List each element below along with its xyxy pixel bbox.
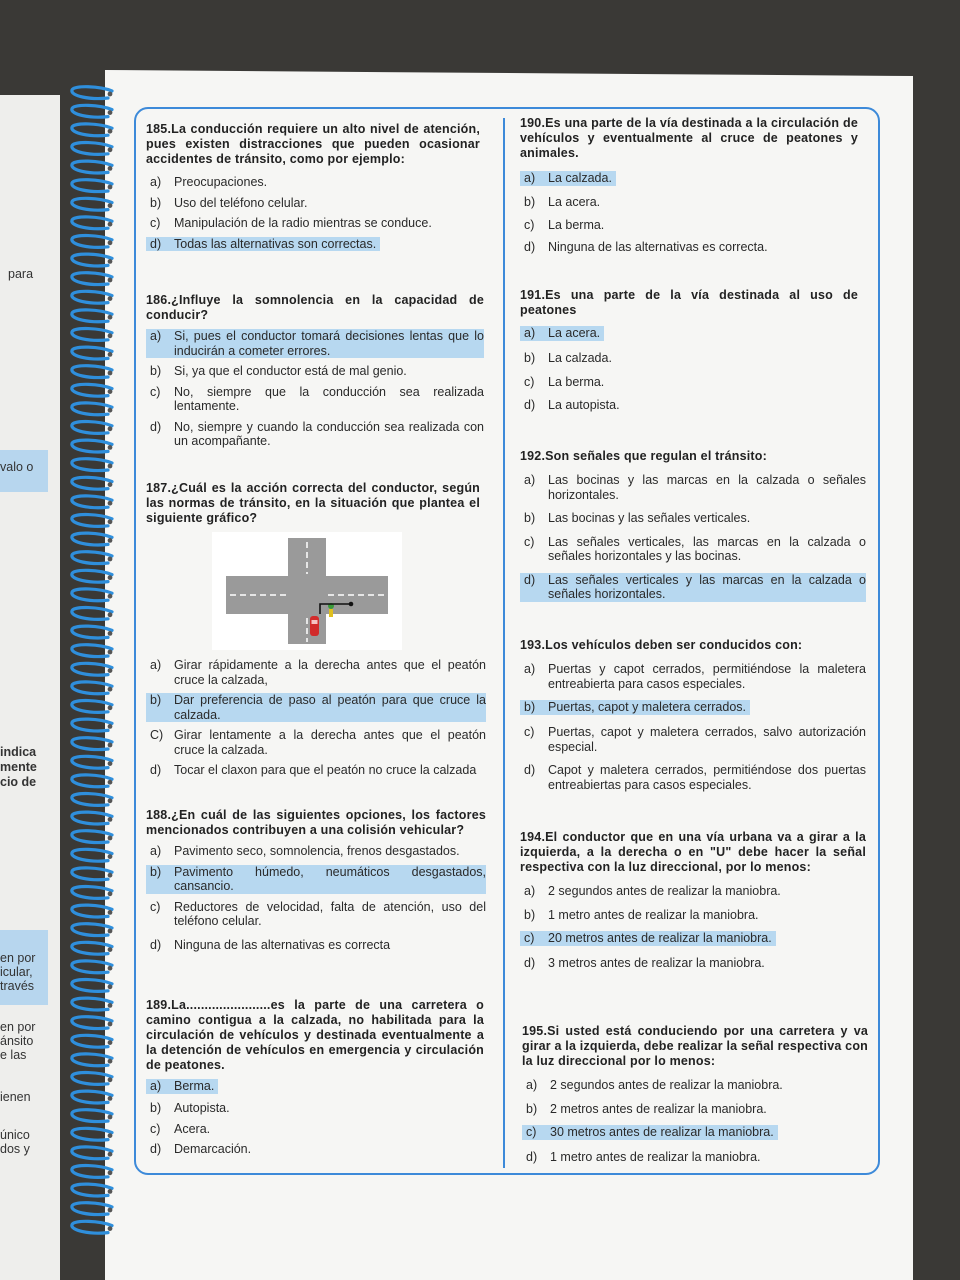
punch-hole — [108, 612, 113, 617]
spiral-coil — [72, 1073, 112, 1085]
option-a: a) Puertas y capot cerrados, permitiéndose la maletera entreabierta para casos especiales. — [524, 662, 866, 691]
spiral-coil — [72, 645, 112, 657]
punch-hole — [108, 1077, 113, 1082]
option-c: c) Las señales verticales, las marcas en la calzada o señales horizontales y las bocinas. — [524, 534, 866, 563]
option-b: b) Las bocinas y las señales verticales. — [524, 511, 751, 525]
question-193 — [520, 638, 866, 792]
spiral-coil — [72, 161, 112, 173]
option-a: a) 2 segundos antes de realizar la maniobra. — [524, 884, 781, 898]
left-fragment: ienen — [0, 1090, 31, 1104]
spiral-coil — [72, 1166, 112, 1178]
option-b: b) La calzada. — [524, 351, 612, 365]
punch-hole — [108, 538, 113, 543]
punch-hole — [108, 836, 113, 841]
spiral-coil — [72, 812, 112, 824]
left-fragment: e las — [0, 1048, 27, 1062]
punch-hole — [108, 557, 113, 562]
question-text: 186.¿Influye la somnolencia en la capacidad de conducir? — [146, 293, 484, 322]
spiral-coil — [72, 366, 112, 378]
option-b: b) Uso del teléfono celular. — [150, 195, 308, 210]
left-fragment: ánsito — [0, 1034, 34, 1048]
punch-hole — [108, 259, 113, 264]
spiral-coil — [72, 143, 112, 155]
option-b-correct: b) Puertas, capot y maletera cerrados. — [520, 700, 750, 715]
question-text: 188.¿En cuál de las siguientes opciones, los factores mencionados contribuyen a una colisión vehicular? — [146, 808, 486, 837]
spiral-coil — [72, 1091, 112, 1103]
punch-hole — [108, 594, 113, 599]
punch-hole — [108, 519, 113, 524]
punch-hole — [108, 910, 113, 915]
option-c: c) La berma. — [524, 217, 605, 232]
left-fragment: único — [0, 1128, 30, 1142]
question-text: 191.Es una parte de la vía destinada al uso de peatones — [520, 288, 858, 317]
option-a-correct: a) La calzada. — [520, 171, 616, 186]
punch-hole — [108, 1170, 113, 1175]
spiral-coil — [72, 942, 112, 954]
adjacent-page-edge — [0, 95, 60, 1280]
option-b: b) 1 metro antes de realizar la maniobra. — [524, 907, 759, 922]
punch-hole — [108, 1133, 113, 1138]
punch-hole — [108, 166, 113, 171]
punch-hole — [108, 1226, 113, 1231]
spiral-coil — [72, 552, 112, 564]
left-fragment: dos y — [0, 1142, 30, 1156]
question-185 — [146, 122, 480, 253]
option-d-correct: d) Todas las alternativas son correctas. — [146, 237, 380, 252]
option-d: d) Tocar el claxon para que el peatón no cruce la calzada — [150, 763, 477, 777]
punch-hole — [108, 426, 113, 431]
question-text: 190.Es una parte de la vía destinada a la circulación de vehículos y eventualmente al cruce de peatones y animales. — [520, 116, 858, 160]
punch-hole — [108, 966, 113, 971]
spiral-coil — [72, 1054, 112, 1066]
punch-hole — [108, 1208, 113, 1213]
left-fragment: indica — [0, 745, 37, 759]
spiral-coil — [72, 794, 112, 806]
spiral-coil — [72, 533, 112, 545]
punch-hole — [108, 389, 113, 394]
spiral-coil — [72, 180, 112, 192]
option-a: a) Girar rápidamente a la derecha antes que el peatón cruce la calzada, — [150, 658, 486, 687]
spiral-coil — [72, 961, 112, 973]
option-a-correct: a) Berma. — [146, 1079, 218, 1094]
option-d: d) Ninguna de las alternativas es correcta — [150, 937, 391, 952]
option-b: b) 2 metros antes de realizar la maniobra. — [526, 1101, 767, 1116]
spiral-coil — [72, 1221, 112, 1233]
option-b-correct: b) Pavimento húmedo, neumáticos desgastados, cansancio. — [146, 865, 486, 894]
punch-hole — [108, 947, 113, 952]
spiral-coil — [72, 273, 112, 285]
question-192 — [520, 449, 866, 602]
option-b-correct: b) Dar preferencia de paso al peatón para que cruce la calzada. — [146, 693, 486, 722]
punch-hole — [108, 445, 113, 450]
spiral-coil — [72, 515, 112, 527]
spiral-coil — [72, 701, 112, 713]
punch-hole — [108, 891, 113, 896]
spiral-coil — [72, 756, 112, 768]
spiral-coil — [72, 1035, 112, 1047]
punch-hole — [108, 668, 113, 673]
punch-hole — [108, 743, 113, 748]
punch-hole — [108, 929, 113, 934]
spiral-coil — [72, 1128, 112, 1140]
question-188 — [146, 808, 486, 952]
spiral-coil — [72, 887, 112, 899]
punch-hole — [108, 1115, 113, 1120]
punch-hole — [108, 1096, 113, 1101]
spiral-coil — [72, 422, 112, 434]
punch-hole — [108, 705, 113, 710]
option-d: d) 3 metros antes de realizar la maniobra. — [524, 956, 765, 970]
punch-hole — [108, 482, 113, 487]
question-191 — [520, 288, 858, 413]
spiral-coil — [72, 254, 112, 266]
left-fragment: mente — [0, 760, 37, 774]
spiral-coil — [72, 1110, 112, 1122]
question-187 — [146, 481, 480, 526]
spiral-coil — [72, 905, 112, 917]
option-c: c) Acera. — [150, 1121, 211, 1136]
question-text: 185.La conducción requiere un alto nivel de atención, pues existen distracciones que pueden ocasionar accidentes de tránsito, como por ejemplo: — [146, 122, 480, 166]
punch-hole — [108, 650, 113, 655]
spiral-coil — [72, 1184, 112, 1196]
option-d: d) Demarcación. — [150, 1142, 252, 1156]
question-text: 187.¿Cuál es la acción correcta del conductor, según las normas de tránsito, en la situación que plantea el siguiente gráfico? — [146, 481, 480, 525]
spiral-coil — [72, 496, 112, 508]
punch-hole — [108, 817, 113, 822]
option-a: a) Preocupaciones. — [150, 175, 268, 189]
option-c: c) Puertas, capot y maletera cerrados, salvo autorización especial. — [524, 725, 866, 754]
punch-hole — [108, 371, 113, 376]
option-d: d) No, siempre y cuando la conducción sea realizada con un acompañante. — [150, 419, 484, 448]
spiral-coil — [72, 570, 112, 582]
spiral-coil — [72, 124, 112, 136]
left-fragment: través — [0, 979, 35, 993]
column-divider — [503, 118, 505, 1168]
option-c: C) Girar lentamente a la derecha antes que el peatón cruce la calzada. — [150, 728, 486, 757]
spiral-coil — [72, 719, 112, 731]
punch-hole — [108, 203, 113, 208]
punch-hole — [108, 984, 113, 989]
punch-hole — [108, 854, 113, 859]
punch-hole — [108, 631, 113, 636]
left-fragment: valo o — [0, 460, 34, 474]
question-195 — [522, 1024, 868, 1165]
punch-hole — [108, 222, 113, 227]
car-icon — [310, 616, 319, 636]
option-c: c) No, siempre que la conducción sea realizada lentamente. — [150, 384, 484, 413]
spiral-coil — [72, 626, 112, 638]
left-fragment: para — [8, 267, 34, 281]
spiral-coil — [72, 459, 112, 471]
punch-hole — [108, 1040, 113, 1045]
question-text: 189.La.......................es la parte de una carretera o camino contigua a la calzada, no habilitada para la circulación de vehículos y destinada eventualmente a la detención de vehículos en emergencia y circulación de peatones. — [146, 998, 484, 1072]
spiral-coil — [72, 87, 112, 99]
spiral-coil — [72, 347, 112, 359]
punch-hole — [108, 352, 113, 357]
spiral-coil — [72, 384, 112, 396]
spiral-coil — [72, 403, 112, 415]
option-a-correct: a) La acera. — [520, 326, 604, 341]
option-b: b) Autopista. — [150, 1101, 230, 1115]
intersection-diagram — [212, 532, 402, 650]
option-b: b) Si, ya que el conductor está de mal genio. — [150, 364, 407, 378]
option-d-correct: d) Las señales verticales y las marcas en la calzada o señales horizontales. — [520, 573, 866, 602]
option-a: a) 2 segundos antes de realizar la maniobra. — [526, 1078, 783, 1092]
punch-hole — [108, 1022, 113, 1027]
spiral-coil — [72, 924, 112, 936]
punch-hole — [108, 278, 113, 283]
question-186 — [146, 293, 484, 449]
question-text: 193.Los vehículos deben ser conducidos con: — [520, 638, 803, 652]
punch-hole — [108, 575, 113, 580]
left-fragment: cio de — [0, 775, 37, 789]
spiral-coil — [72, 105, 112, 117]
spiral-coil — [72, 1203, 112, 1215]
punch-hole — [108, 129, 113, 134]
option-d: d) La autopista. — [524, 398, 620, 412]
option-c: c) Manipulación de la radio mientras se conduce. — [150, 216, 432, 230]
punch-hole — [108, 240, 113, 245]
option-a: a) Las bocinas y las marcas en la calzada o señales horizontales. — [524, 473, 866, 502]
punch-hole — [108, 110, 113, 115]
spiral-coil — [72, 291, 112, 303]
option-c: c) Reductores de velocidad, falta de atención, uso del teléfono celular. — [150, 899, 486, 928]
question-text: 195.Si usted está conduciendo por una carretera y va girar a la izquierda, debe realizar la señal respectiva con la luz direccional por lo menos: — [522, 1024, 868, 1068]
spiral-coil — [72, 849, 112, 861]
punch-hole — [108, 185, 113, 190]
spiral-coil — [72, 738, 112, 750]
punch-hole — [108, 873, 113, 878]
punch-hole — [108, 1152, 113, 1157]
spiral-coil — [72, 440, 112, 452]
punch-hole — [108, 315, 113, 320]
spiral-coil — [72, 217, 112, 229]
option-d: d) Capot y maletera cerrados, permitiéndose dos puertas entreabiertas para casos especiales. — [524, 763, 866, 792]
spiral-coil — [72, 682, 112, 694]
question-190 — [520, 116, 858, 255]
option-d: d) 1 metro antes de realizar la maniobra. — [526, 1150, 761, 1164]
punch-hole — [108, 147, 113, 152]
punch-hole — [108, 333, 113, 338]
punch-hole — [108, 408, 113, 413]
spiral-coil — [72, 980, 112, 992]
punch-hole — [108, 724, 113, 729]
spiral-coil — [72, 329, 112, 341]
punch-hole — [108, 464, 113, 469]
spiral-coil — [72, 1017, 112, 1029]
spiral-coil — [72, 831, 112, 843]
question-187-options — [146, 652, 486, 778]
punch-hole — [108, 296, 113, 301]
spiral-coil — [72, 608, 112, 620]
left-fragment: en por — [0, 951, 36, 965]
punch-hole — [108, 1059, 113, 1064]
question-194 — [520, 830, 866, 971]
option-a: a) Pavimento seco, somnolencia, frenos desgastados. — [150, 844, 460, 858]
option-c-correct: c) 20 metros antes de realizar la maniobra. — [520, 931, 776, 946]
left-fragment: en por — [0, 1020, 36, 1034]
left-fragment: icular, — [0, 965, 33, 979]
spiral-coil — [72, 589, 112, 601]
question-189 — [146, 998, 484, 1157]
option-d: d) Ninguna de las alternativas es correcta. — [524, 240, 768, 254]
spiral-coil — [72, 236, 112, 248]
punch-hole — [108, 761, 113, 766]
punch-hole — [108, 798, 113, 803]
punch-hole — [108, 687, 113, 692]
spiral-coil — [72, 310, 112, 322]
punch-hole — [108, 92, 113, 97]
spiral-coil — [72, 198, 112, 210]
punch-hole — [108, 501, 113, 506]
option-a-correct: a) Si, pues el conductor tomará decisiones lentas que lo inducirán a cometer errores. — [146, 329, 484, 358]
spiral-binding — [60, 80, 120, 1240]
option-b: b) La acera. — [524, 195, 601, 209]
spiral-coil — [72, 998, 112, 1010]
spiral-coil — [72, 477, 112, 489]
spiral-coil — [72, 868, 112, 880]
question-text: 192.Son señales que regulan el tránsito: — [520, 449, 767, 463]
punch-hole — [108, 780, 113, 785]
punch-hole — [108, 1003, 113, 1008]
spiral-coil — [72, 775, 112, 787]
spiral-coil — [72, 663, 112, 675]
question-text: 194.El conductor que en una vía urbana va a girar a la izquierda, a la derecha o en "U" debe hacer la señal respectiva con la luz direccional, por lo menos: — [520, 830, 866, 874]
punch-hole — [108, 1189, 113, 1194]
option-c: c) La berma. — [524, 374, 605, 389]
spiral-coil — [72, 1147, 112, 1159]
option-c-correct: c) 30 metros antes de realizar la maniobra. — [522, 1125, 778, 1140]
